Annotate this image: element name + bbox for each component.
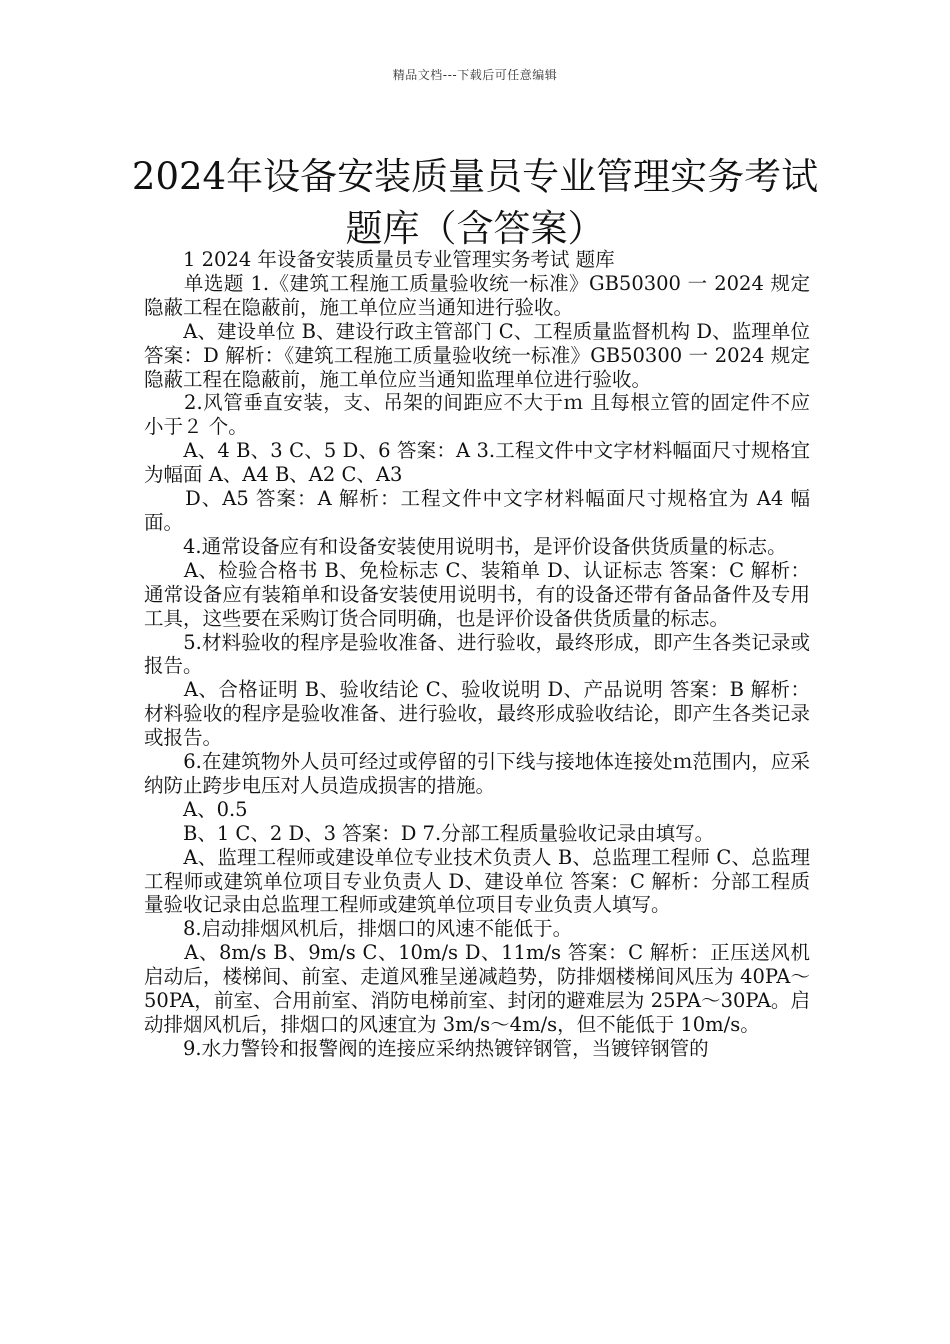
paragraph: B、1 C、2 D、3 答案：D 7.分部工程质量验收记录由填写。 [144, 821, 715, 845]
paragraph: 6.在建筑物外人员可经过或停留的引下线与接地体连接处ｍ范围内，应采纳防止跨步电压对人员造成损害的措施。 [144, 750, 810, 797]
page-header: 精品文档---下载后可任意编辑 [392, 68, 558, 82]
paragraph: 2.风管垂直安装，支、吊架的间距应不大于ｍ 且每根立管的固定件不应小于２ 个。 [144, 391, 810, 439]
title-line-1: 2024年设备安装质量员专业管理实务考试 [131, 154, 819, 198]
paragraph: A、4 B、3 C、5 D、6 答案：A 3.工程文件中文字材料幅面尺寸规格宜为幅面 A、A4 B、A2 C、A3 [144, 439, 810, 487]
paragraph: 4.通常设备应有和设备安装使用说明书，是评价设备供货质量的标志。 [144, 534, 787, 558]
title-line-2: 题库（含答案） [345, 206, 605, 250]
paragraph: 1 2024 年设备安装质量员专业管理实务考试 题库 [144, 248, 615, 271]
paragraph: A、建设单位 B、建设行政主管部门 C、工程质量监督机构 D、监理单位 答案：D 解析：《建筑工程施工质量验收统一标准》GB50300 一 2024 规定隐蔽工程在隐蔽前，施工单位应当通知监理单位进行验收。 [144, 319, 810, 391]
document-title [100, 151, 850, 255]
document-body [144, 248, 810, 1061]
paragraph: 5.材料验收的程序是验收准备、进行验收，最终形成，即产生各类记录或报告。 [144, 630, 810, 678]
paragraph: A、监理工程师或建设单位专业技术负责人 B、总监理工程师 C、总监理工程师或建筑单位项目专业负责人 D、建设单位 答案：C 解析：分部工程质量验收记录由总监理工程师或建筑单位项目专业负责人填写。 [144, 845, 810, 917]
paragraph: 单选题 1.《建筑工程施工质量验收统一标准》GB50300 一 2024 规定隐蔽工程在隐蔽前，施工单位应当通知进行验收。 [144, 271, 810, 319]
paragraph: A、合格证明 B、验收结论 C、验收说明 D、产品说明 答案：B 解析：材料验收的程序是验收准备、进行验收，最终形成验收结论，即产生各类记录或报告。 [144, 678, 810, 750]
paragraph: A、0.5 [144, 797, 248, 821]
paragraph: A、检验合格书 B、免检标志 C、装箱单 D、认证标志 答案：C 解析：通常设备应有装箱单和设备安装使用说明书，有的设备还带有备品备件及专用工具，这些要在采购订货合同明确，也是评价设备供货质量的标志。 [144, 558, 810, 630]
paragraph: A、8m/s B、9m/s C、10m/s D、11m/s 答案：C 解析：正压送风机启动后，楼梯间、前室、走道风雅呈递减趋势，防排烟楼梯间风压为 40PA～50PA，前室、合用前室、消防电梯前室、封闭的避难层为 25PA～30PA。启动排烟风机后，排烟口的风速宜为 3m/s～4m/s，但不能低于 10m/s。 [144, 941, 810, 1036]
paragraph: D、A5 答案：A 解析：工程文件中文字材料幅面尺寸规格宜为 A4 幅面。 [144, 487, 810, 534]
paragraph: 9.水力警铃和报警阀的连接应采纳热镀锌钢管，当镀锌钢管的 [144, 1036, 709, 1060]
paragraph: 8.启动排烟风机后，排烟口的风速不能低于。 [144, 917, 573, 941]
